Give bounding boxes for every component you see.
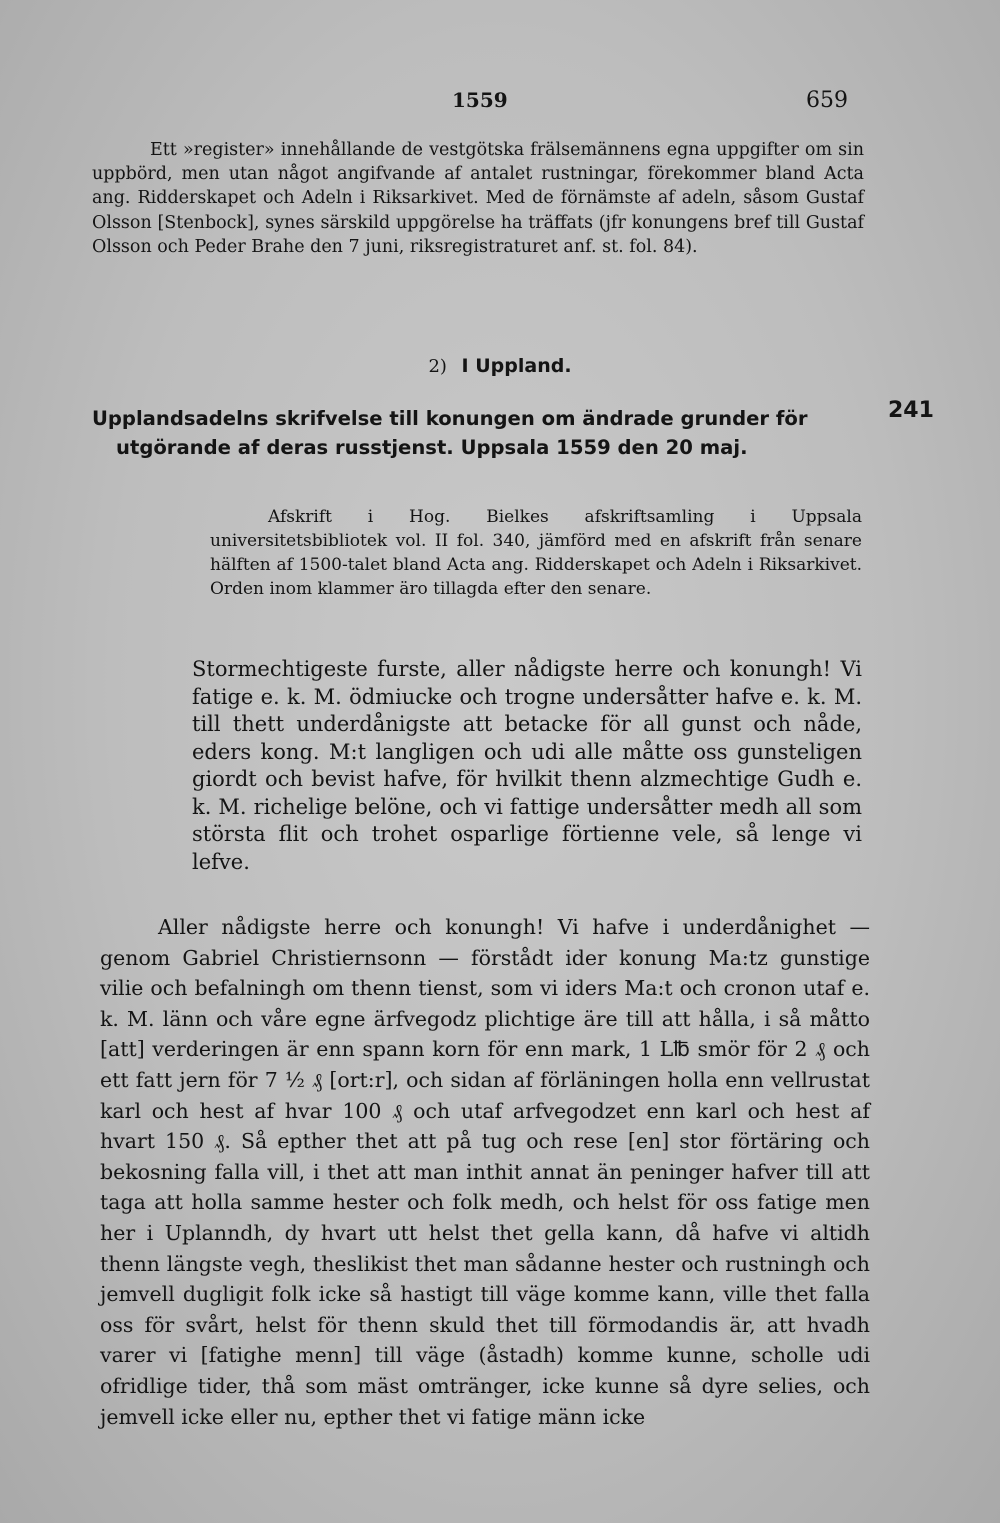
document-heading-line-1: Upplandsadelns skrifvelse till konungen om ändrade grunder för: [92, 407, 808, 430]
source-note: Afskrift i Hog. Bielkes afskriftsamling i Uppsala universitetsbibliotek vol. II fol. 340, jämförd med en afskrift från senare hälften af 1500-talet bland Acta ang. Ridderskapet och Adeln i Riksarkivet. Orden inom klammer äro tillagda efter den senare.: [210, 507, 862, 599]
document-heading: [92, 404, 864, 462]
page-header: [0, 88, 1000, 118]
document-heading-line-2: utgörande af deras russtjenst. Uppsala 1559 den 20 maj.: [116, 436, 748, 459]
intro-paragraph: Ett »register» innehållande de vestgötska frälsemännens egna uppgifter om sin uppbörd, men utan något angifvande af antalet rustningar, förekommer bland Acta ang. Ridderskapet och Adeln i Riksarkivet. Med de förnämste af adeln, såsom Gustaf Olsson [Stenbock], synes särskild uppgörelse ha träffats (jfr konungens bref till Gustaf Olsson och Peder Brahe den 7 juni, riksregistraturet anf. st. fol. 84).: [92, 140, 864, 257]
margin-number: 241: [888, 398, 934, 423]
section-title: I Uppland.: [461, 355, 572, 377]
header-year: 1559: [452, 88, 508, 112]
page-number: 659: [806, 88, 848, 113]
main-text: Aller nådigste herre och konungh! Vi hafve i underdånighet — genom Gabriel Christiernsonn — förstådt ider konung Ma:tz gunstige vilie och befalningh om thenn tienst, som vi iders Ma:t och cronon utaf e. k. M. länn och våre egne ärfvegodz plichtige äre till att hålla, i så måtto [att] verderingen är enn spann korn för enn mark, 1 L℔ smör för 2 ₰ och ett fatt jern för 7 ½ ₰ [ort:r], och sidan af förläningen holla enn vellrustat karl och hest af hvar 100 ₰ och utaf arfvegodzet enn karl och hest af hvart 150 ₰. Så epther thet att på tug och rese [en] stor förtäring och bekosning falla vill, i thet att man inthit annat än peninger hafver till att taga att holla samme hester och folk medh, och helst för oss fatige men her i Uplanndh, dy hvart utt helst thet gella kann, då hafve vi altidh thenn längste vegh, theslikist thet man sådanne hester och rustningh och jemvell dugligit folk icke så hastigt till väge komme kann, ville thet falla oss för svårt, helst för thenn skuld thet till förmodandis är, att hvadh varer vi [fatighe menn] till väge (åstadh) komme kunne, scholle udi ofridlige tider, thå som mäst omtränger, icke kunne så dyre selies, och jemvell icke eller nu, epther thet vi fatige männ icke: [100, 915, 870, 1429]
section-heading: [0, 355, 1000, 377]
section-number: 2): [428, 356, 447, 377]
letter-salutation: Stormechtigeste furste, aller nådigste herre och konungh! Vi fatige e. k. M. ödmiucke och trogne undersåtter hafve e. k. M. till thett underdånigste att betacke för all gunst och nåde, eders kong. M:t langligen och udi alle måtte oss gunsteligen giordt och bevist hafve, för hvilkit thenn alzmechtige Gudh e. k. M. richelige belöne, och vi fattige undersåtter medh all som största flit och trohet osparlige förtienne vele, så lenge vi lefve.: [192, 657, 862, 874]
